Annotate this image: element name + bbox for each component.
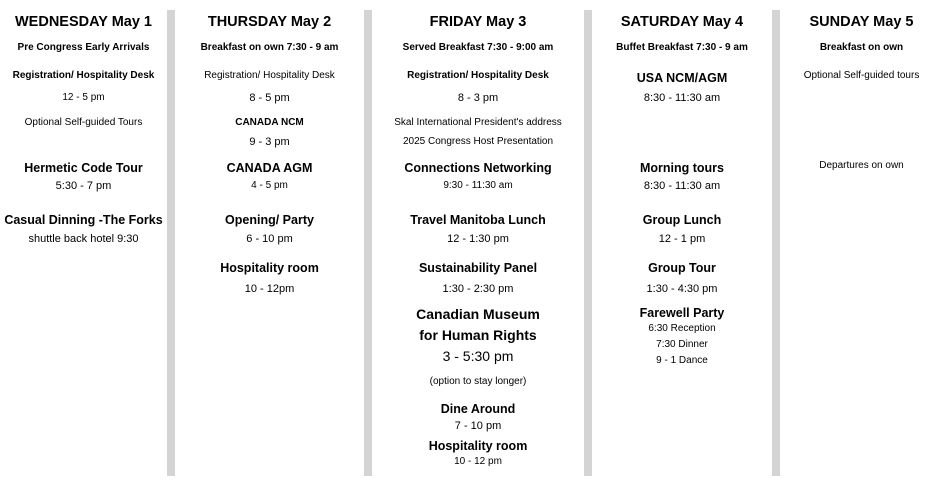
schedule-entry: 10 - 12 pm — [454, 456, 502, 467]
schedule-entry: 12 - 1:30 pm — [447, 233, 509, 245]
schedule-entry: Hospitality room — [220, 261, 319, 275]
schedule-entry: 10 - 12pm — [244, 283, 295, 295]
schedule-entry: 3 - 5:30 pm — [442, 348, 514, 364]
column-divider — [167, 10, 175, 476]
schedule-column-saturday — [592, 0, 772, 488]
schedule-entry: Sustainability Panel — [418, 261, 538, 275]
schedule-entry: Hermetic Code Tour — [24, 161, 143, 175]
column-divider — [364, 10, 372, 476]
schedule-entry: 9 - 1 Dance — [656, 355, 708, 366]
schedule-entry: Breakfast on own 7:30 - 9 am — [200, 42, 339, 53]
schedule-entry: shuttle back hotel 9:30 — [28, 233, 139, 245]
schedule-entry: 9:30 - 11:30 am — [443, 180, 513, 191]
schedule-entry: 7:30 Dinner — [656, 339, 708, 350]
day-heading: SUNDAY May 5 — [809, 14, 914, 30]
day-heading: FRIDAY May 3 — [429, 14, 527, 30]
schedule-entry: 8:30 - 11:30 am — [643, 92, 721, 104]
schedule-entry: Registration/ Hospitality Desk — [407, 70, 549, 81]
schedule-entry: Casual Dinning -The Forks — [4, 213, 163, 227]
schedule-column-wednesday — [0, 0, 167, 488]
schedule-entry: Canadian Museum — [416, 306, 540, 322]
schedule-entry: CANADA NCM — [235, 117, 304, 128]
schedule-entry: (option to stay longer) — [429, 376, 527, 387]
schedule-entry: Group Tour — [648, 261, 716, 275]
schedule-entry: 7 - 10 pm — [454, 420, 502, 432]
column-divider — [772, 10, 780, 476]
schedule-entry: Served Breakfast 7:30 - 9:00 am — [402, 42, 554, 53]
schedule-entry: 8:30 - 11:30 am — [643, 180, 721, 192]
schedule-entry: 9 - 3 pm — [249, 136, 290, 148]
schedule-entry: Optional Self-guided tours — [803, 70, 920, 81]
schedule-entry: Connections Networking — [404, 161, 552, 175]
schedule-entry: 12 - 5 pm — [62, 92, 105, 103]
schedule-entry: CANADA AGM — [226, 161, 313, 175]
schedule-entry: Morning tours — [639, 161, 724, 175]
column-divider — [584, 10, 592, 476]
schedule-entry: for Human Rights — [419, 327, 537, 343]
schedule-entry: Optional Self-guided Tours — [24, 117, 143, 128]
schedule-entry: Skal International President's address — [394, 117, 562, 128]
schedule-entry: Breakfast on own — [819, 42, 904, 53]
schedule-entry: 1:30 - 4:30 pm — [646, 283, 718, 295]
schedule-entry: Dine Around — [440, 402, 516, 416]
schedule-entry: 8 - 3 pm — [457, 92, 499, 104]
schedule-entry: Buffet Breakfast 7:30 - 9 am — [616, 42, 748, 53]
schedule-entry: USA NCM/AGM — [636, 71, 728, 85]
schedule-entry: Hospitality room — [428, 439, 528, 453]
schedule-entry: Pre Congress Early Arrivals — [17, 42, 150, 53]
schedule-column-thursday — [175, 0, 364, 488]
schedule-entry: 8 - 5 pm — [249, 92, 290, 104]
day-heading: SATURDAY May 4 — [620, 14, 744, 30]
schedule-entry: 12 - 1 pm — [658, 233, 706, 245]
schedule-entry: Registration/ Hospitality Desk — [12, 70, 155, 81]
schedule-entry: Departures on own — [819, 160, 904, 171]
schedule-column-sunday — [780, 0, 943, 488]
schedule-entry: Group Lunch — [642, 213, 722, 227]
schedule-entry: 1:30 - 2:30 pm — [442, 283, 514, 295]
day-heading: WEDNESDAY May 1 — [15, 14, 152, 30]
schedule-entry: 2025 Congress Host Presentation — [402, 136, 554, 147]
schedule-entry: Opening/ Party — [225, 213, 314, 227]
schedule-entry: 6:30 Reception — [648, 323, 716, 334]
schedule-column-friday — [372, 0, 584, 488]
schedule-entry: Travel Manitoba Lunch — [410, 213, 546, 227]
schedule-entry: 4 - 5 pm — [251, 180, 288, 191]
schedule-entry: Registration/ Hospitality Desk — [204, 70, 335, 81]
schedule-entry: 5:30 - 7 pm — [55, 180, 112, 192]
day-heading: THURSDAY May 2 — [207, 14, 332, 30]
schedule-entry: 6 - 10 pm — [246, 233, 293, 245]
schedule-entry: Farewell Party — [639, 306, 725, 320]
